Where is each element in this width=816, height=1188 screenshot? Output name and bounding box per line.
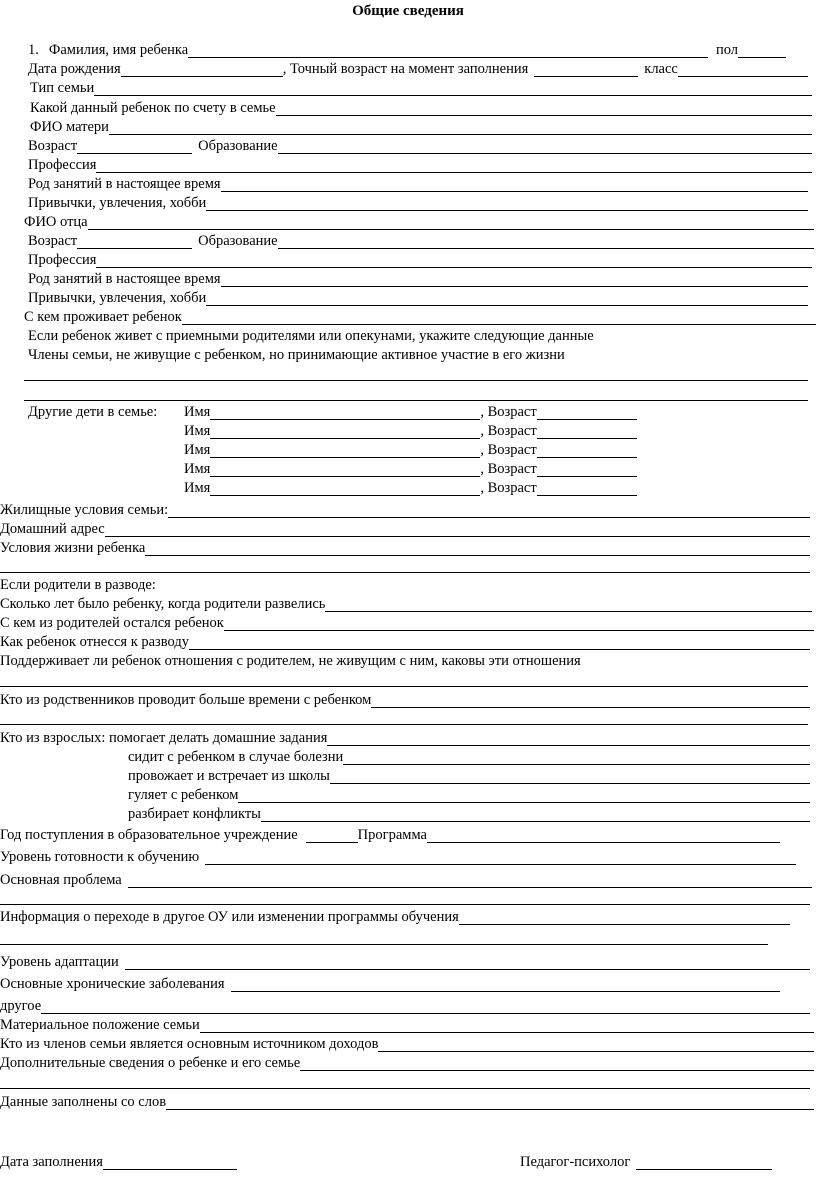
row-mother-age	[28, 136, 812, 154]
row-income	[0, 1034, 814, 1052]
father-age-label: Возраст	[28, 233, 78, 249]
transfer-line-2[interactable]	[0, 944, 768, 945]
other-members-line-1[interactable]	[24, 380, 808, 381]
row-other-children-4	[184, 459, 637, 477]
row-psychologist	[520, 1152, 772, 1170]
filled-from-label: Данные заполнены со слов	[0, 1094, 167, 1110]
father-field[interactable]	[88, 214, 814, 230]
other-child-name-5[interactable]	[210, 480, 480, 496]
form-title: Общие сведения	[352, 3, 464, 19]
relatives-label: Кто из родственников проводит больше времени с ребенком	[0, 692, 372, 708]
other-child-age-2[interactable]	[537, 423, 637, 439]
mother-hobbies-field[interactable]	[206, 195, 808, 211]
fill-date-field[interactable]	[103, 1154, 237, 1170]
conflicts-field[interactable]	[261, 806, 810, 822]
father-hobbies-field[interactable]	[206, 290, 808, 306]
additional-line-2[interactable]	[0, 1088, 810, 1089]
other-child-name-3[interactable]	[210, 442, 480, 458]
row-mother-profession	[28, 155, 812, 173]
mother-hobbies-label: Привычки, увлечения, хобби	[28, 195, 207, 211]
readiness-label: Уровень готовности к обучению	[0, 849, 200, 865]
school-label: провожает и встречает из школы	[128, 768, 330, 784]
child-name-field[interactable]	[188, 42, 708, 58]
family-type-field[interactable]	[94, 80, 812, 96]
row-sick	[128, 747, 810, 765]
mother-occupation-field[interactable]	[221, 176, 808, 192]
other-children-label: Другие дети в семье:	[28, 404, 158, 420]
homework-field[interactable]	[327, 730, 810, 746]
father-education-label: Образование	[198, 233, 278, 249]
row-admission	[0, 825, 780, 843]
child-age-label-1: , Возраст	[480, 404, 537, 420]
row-living	[0, 538, 810, 556]
divorce-age-label: Сколько лет было ребенку, когда родители развелись	[0, 596, 326, 612]
stayed-with-field[interactable]	[224, 615, 814, 631]
readiness-field[interactable]	[205, 849, 796, 865]
child-name-label-2: Имя	[184, 423, 211, 439]
row-adaptation	[0, 952, 810, 970]
row-main-problem	[0, 870, 812, 888]
main-problem-line-2[interactable]	[0, 904, 810, 905]
row-chronic	[0, 974, 780, 992]
mother-age-label: Возраст	[28, 138, 78, 154]
relatives-field[interactable]	[371, 692, 810, 708]
walks-field[interactable]	[238, 787, 810, 803]
relations-label: Поддерживает ли ребенок отношения с родителем, не живущим с ним, каковы эти отношения	[0, 653, 581, 669]
sex-field[interactable]	[738, 42, 786, 58]
additional-label: Дополнительные сведения о ребенке и его семье	[0, 1055, 301, 1071]
mother-occupation-label: Род занятий в настоящее время	[28, 176, 221, 192]
financial-label: Материальное положение семьи	[0, 1017, 200, 1033]
row-transfer	[0, 907, 790, 925]
row-school	[128, 766, 810, 784]
child-age-label-3: , Возраст	[480, 442, 537, 458]
chronic-field[interactable]	[231, 976, 780, 992]
stayed-with-label: С кем из родителей остался ребенок	[0, 615, 224, 631]
financial-field[interactable]	[200, 1017, 814, 1033]
transfer-field[interactable]	[459, 909, 790, 925]
father-label: ФИО отца	[24, 214, 88, 230]
father-occupation-label: Род занятий в настоящее время	[28, 271, 221, 287]
row-mother-hobbies	[28, 193, 808, 211]
row-financial	[0, 1015, 814, 1033]
row-reaction	[0, 632, 810, 650]
relatives-line-2[interactable]	[0, 724, 808, 725]
item-number: 1.	[28, 42, 39, 58]
grade-field[interactable]	[678, 61, 808, 77]
walks-label: гуляет с ребенком	[128, 787, 239, 803]
birth-field[interactable]	[121, 61, 283, 77]
row-father	[24, 212, 814, 230]
child-age-label-2: , Возраст	[480, 423, 537, 439]
sick-field[interactable]	[343, 749, 810, 765]
other-members-line-2[interactable]	[24, 400, 808, 401]
child-name-label-3: Имя	[184, 442, 211, 458]
row-conflicts	[128, 804, 810, 822]
address-label: Домашний адрес	[0, 521, 105, 537]
child-age-label-4: , Возраст	[480, 461, 537, 477]
program-label: Программа	[357, 827, 427, 843]
exact-age-label: , Точный возраст на момент заполнения	[282, 61, 529, 77]
other-child-age-3[interactable]	[537, 442, 637, 458]
reaction-field[interactable]	[189, 634, 810, 650]
mother-profession-field[interactable]	[96, 157, 812, 173]
mother-field[interactable]	[109, 119, 812, 135]
row-other-children-5	[184, 478, 637, 496]
row-address	[0, 519, 810, 537]
family-type-label: Тип семьи	[30, 80, 95, 96]
row-father-occupation	[28, 269, 808, 287]
row-child-name	[28, 40, 786, 58]
other-child-name-1[interactable]	[210, 404, 480, 420]
address-field[interactable]	[105, 521, 810, 537]
adaptation-field[interactable]	[125, 954, 810, 970]
other-label: другое	[0, 998, 42, 1014]
father-profession-field[interactable]	[96, 252, 812, 268]
row-adults	[0, 728, 810, 746]
admission-label: Год поступления в образовательное учреждение	[0, 827, 298, 843]
row-father-age	[28, 231, 814, 249]
mother-profession-label: Профессия	[28, 157, 97, 173]
row-child-order	[30, 98, 812, 116]
birth-label: Дата рождения	[28, 61, 121, 77]
row-housing	[0, 500, 810, 518]
father-hobbies-label: Привычки, увлечения, хобби	[28, 290, 207, 306]
row-lives-with	[24, 307, 816, 325]
living-line-2[interactable]	[0, 572, 810, 573]
child-order-field[interactable]	[276, 100, 812, 116]
sick-label: сидит с ребенком в случае болезни	[128, 749, 344, 765]
row-foster	[28, 326, 594, 344]
row-divorce-age	[0, 594, 812, 612]
row-birth	[28, 59, 808, 77]
grade-label: класс	[644, 61, 678, 77]
row-readiness	[0, 847, 796, 865]
row-family-type	[30, 78, 812, 96]
lives-with-label: С кем проживает ребенок	[24, 309, 182, 325]
mother-education-label: Образование	[198, 138, 278, 154]
other-child-name-2[interactable]	[210, 423, 480, 439]
child-name-label-5: Имя	[184, 480, 211, 496]
row-fill-date	[0, 1152, 237, 1170]
main-problem-field[interactable]	[128, 872, 812, 888]
exact-age-field[interactable]	[534, 61, 638, 77]
row-relatives	[0, 690, 810, 708]
child-age-label-5: , Возраст	[480, 480, 537, 496]
row-father-hobbies	[28, 288, 808, 306]
other-child-name-4[interactable]	[210, 461, 480, 477]
reaction-label: Как ребенок отнесся к разводу	[0, 634, 189, 650]
housing-label: Жилищные условия семьи:	[0, 502, 169, 518]
row-other-children-2	[184, 421, 637, 439]
adaptation-label: Уровень адаптации	[0, 954, 119, 970]
row-additional	[0, 1053, 814, 1071]
conflicts-label: разбирает конфликты	[128, 806, 261, 822]
child-name-label-1: Имя	[184, 404, 211, 420]
row-walks	[128, 785, 810, 803]
row-other	[0, 996, 810, 1014]
sex-label: пол	[715, 42, 738, 58]
mother-education-field[interactable]	[278, 138, 812, 154]
other-child-age-1[interactable]	[537, 404, 637, 420]
program-field[interactable]	[427, 827, 780, 843]
housing-field[interactable]	[168, 502, 810, 518]
other-field[interactable]	[41, 998, 810, 1014]
father-occupation-field[interactable]	[221, 271, 808, 287]
mother-age-field[interactable]	[77, 138, 192, 154]
lives-with-field[interactable]	[182, 309, 816, 325]
row-relations	[0, 651, 581, 669]
child-order-label: Какой данный ребенок по счету в семье	[30, 100, 276, 116]
income-label: Кто из членов семьи является основным источником доходов	[0, 1036, 379, 1052]
father-education-field[interactable]	[278, 233, 814, 249]
row-mother	[30, 117, 812, 135]
row-father-profession	[28, 250, 812, 268]
row-other-children-3	[184, 440, 637, 458]
row-other-children-1	[28, 402, 637, 420]
other-child-age-4[interactable]	[537, 461, 637, 477]
row-stayed-with	[0, 613, 814, 631]
other-members-label: Члены семьи, не живущие с ребенком, но принимающие активное участие в его жизни	[28, 347, 565, 363]
foster-label: Если ребенок живет с приемными родителями или опекунами, укажите следующие данные	[28, 328, 594, 344]
living-field[interactable]	[145, 540, 810, 556]
fill-date-label: Дата заполнения	[0, 1154, 103, 1170]
row-other-members	[28, 345, 565, 363]
child-name-label: Фамилия, имя ребенка	[48, 42, 189, 58]
mother-label: ФИО матери	[30, 119, 109, 135]
relations-line[interactable]	[0, 686, 808, 687]
main-problem-label: Основная проблема	[0, 872, 122, 888]
row-filled-from	[0, 1092, 814, 1110]
psychologist-field[interactable]	[636, 1154, 772, 1170]
row-divorce	[0, 575, 156, 593]
additional-field[interactable]	[300, 1055, 814, 1071]
living-label: Условия жизни ребенка	[0, 540, 146, 556]
divorce-label: Если родители в разводе:	[0, 577, 156, 593]
child-name-label-4: Имя	[184, 461, 211, 477]
other-child-age-5[interactable]	[537, 480, 637, 496]
filled-from-field[interactable]	[166, 1094, 814, 1110]
row-mother-occupation	[28, 174, 808, 192]
school-field[interactable]	[330, 768, 810, 784]
father-profession-label: Профессия	[28, 252, 97, 268]
chronic-label: Основные хронические заболевания	[0, 976, 225, 992]
divorce-age-field[interactable]	[325, 596, 812, 612]
admission-year-field[interactable]	[306, 827, 358, 843]
psychologist-label: Педагог-психолог	[520, 1154, 631, 1170]
income-field[interactable]	[378, 1036, 814, 1052]
transfer-label: Информация о переходе в другое ОУ или изменении программы обучения	[0, 909, 459, 925]
adults-label: Кто из взрослых: помогает делать домашние задания	[0, 730, 328, 746]
father-age-field[interactable]	[77, 233, 192, 249]
